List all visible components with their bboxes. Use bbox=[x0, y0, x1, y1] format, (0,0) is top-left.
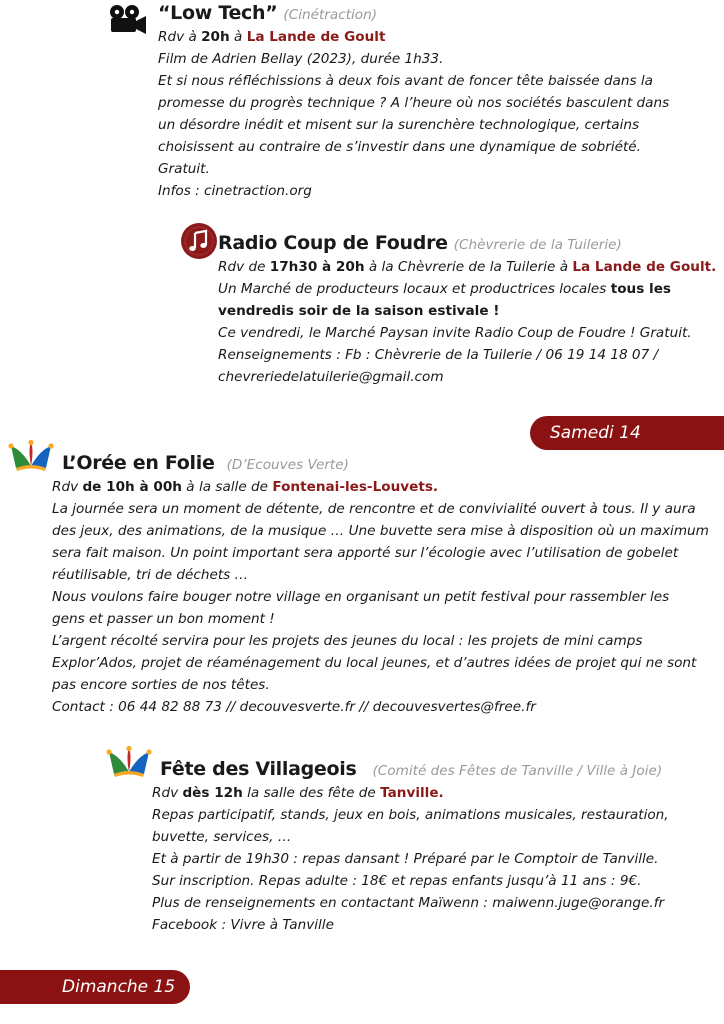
rdv-prefix: Rdv bbox=[152, 785, 183, 801]
event-line: L’argent récolté servira pour les projets des jeunes du local : les projets de mini camps bbox=[52, 633, 643, 649]
event-line: Ce vendredi, le Marché Paysan invite Radio Coup de Foudre ! Gratuit. bbox=[218, 325, 692, 341]
event-line: Plus de renseignements en contactant Maïwenn : maiwenn.juge@orange.fr bbox=[152, 895, 665, 911]
event-line: Repas participatif, stands, jeux en bois, animations musicales, restauration, bbox=[152, 807, 669, 823]
event-line: Et si nous réfléchissions à deux fois avant de foncer tête baissée dans la bbox=[158, 73, 654, 89]
rdv-place: La Lande de Goult. bbox=[572, 259, 717, 275]
event-line: choisissent au contraire de s’investir dans une dynamique de sobriété. bbox=[158, 139, 641, 155]
event-title-row bbox=[152, 758, 669, 782]
event-line: La journée sera un moment de détente, de rencontre et de convivialité ouvert à tous. Il y aura bbox=[52, 501, 696, 517]
event-line: des jeux, des animations, de la musique … Une buvette sera mise à disposition où un maximum bbox=[52, 523, 709, 539]
event-title: Fête des Villageois bbox=[160, 758, 357, 780]
event-title: Radio Coup de Foudre bbox=[218, 232, 448, 254]
event-line: sera fait maison. Un point important sera apporté sur l’écologie avec l’utilisation de gobelet bbox=[52, 545, 679, 561]
rdv-time: dès 12h bbox=[182, 785, 243, 801]
event-line: Gratuit. bbox=[158, 161, 210, 177]
rdv-place: Fontenai-les-Louvets. bbox=[272, 479, 439, 495]
rdv-mid: à bbox=[229, 29, 247, 45]
line-text: Un Marché de producteurs locaux et productrices locales bbox=[218, 281, 611, 297]
rdv-prefix: Rdv à bbox=[158, 29, 202, 45]
music-note-icon bbox=[180, 222, 218, 264]
rdv-mid: à la salle de bbox=[181, 479, 273, 495]
event-organizer: (Cinétraction) bbox=[283, 7, 378, 23]
event-title: “Low Tech” bbox=[158, 2, 278, 24]
day-banner-saturday: Samedi 14 bbox=[530, 416, 724, 450]
event-line: Sur inscription. Repas adulte : 18€ et repas enfants jusqu’à 11 ans : 9€. bbox=[152, 873, 642, 889]
event-line: pas encore sorties de nos têtes. bbox=[52, 677, 270, 693]
event-line bbox=[218, 278, 716, 300]
event-fete-des-villageois bbox=[152, 758, 669, 936]
event-rdv bbox=[218, 256, 716, 278]
event-line: Contact : 06 44 82 88 73 // decouvesverte.fr // decouvesvertes@free.fr bbox=[52, 699, 536, 715]
event-title: L’Orée en Folie bbox=[62, 452, 215, 474]
rdv-time: 17h30 à 20h bbox=[269, 259, 365, 275]
event-rdv bbox=[52, 476, 709, 498]
event-title-row bbox=[158, 2, 669, 26]
day-banner-sunday: Dimanche 15 bbox=[0, 970, 190, 1004]
event-line: Et à partir de 19h30 : repas dansant ! Préparé par le Comptoir de Tanville. bbox=[152, 851, 659, 867]
event-line: réutilisable, tri de déchets … bbox=[52, 567, 249, 583]
rdv-prefix: Rdv de bbox=[218, 259, 270, 275]
line-bold: vendredis soir de la saison estivale ! bbox=[218, 303, 500, 319]
rdv-prefix: Rdv bbox=[52, 479, 83, 495]
rdv-mid: la salle des fête de bbox=[242, 785, 381, 801]
event-line: Facebook : Vivre à Tanville bbox=[152, 917, 334, 933]
event-organizer: (Comité des Fêtes de Tanville / Ville à Joie) bbox=[372, 763, 663, 779]
event-line: gens et passer un bon moment ! bbox=[52, 611, 275, 627]
event-line: chevreriedelatuilerie@gmail.com bbox=[218, 369, 444, 385]
event-organizer: (D’Ecouves Verte) bbox=[226, 457, 349, 473]
event-line: un désordre inédit et misent sur la surenchère technologique, certains bbox=[158, 117, 640, 133]
event-line bbox=[218, 300, 716, 322]
film-projector-icon bbox=[108, 4, 148, 40]
event-low-tech bbox=[158, 2, 669, 202]
event-oree-en-folie bbox=[52, 452, 709, 718]
rdv-time: de 10h à 00h bbox=[82, 479, 182, 495]
line-bold: tous les bbox=[610, 281, 672, 297]
event-line: Renseignements : Fb : Chèvrerie de la Tuilerie / 06 19 14 18 07 / bbox=[218, 347, 659, 363]
event-radio-coup-de-foudre bbox=[218, 232, 716, 388]
rdv-mid: à la Chèvrerie de la Tuilerie à bbox=[364, 259, 573, 275]
rdv-time: 20h bbox=[201, 29, 230, 45]
rdv-place: La Lande de Goult bbox=[246, 29, 386, 45]
event-line: Film de Adrien Bellay (2023), durée 1h33. bbox=[158, 51, 444, 67]
event-organizer: (Chèvrerie de la Tuilerie) bbox=[453, 237, 622, 253]
event-line: Explor’Ados, projet de réaménagement du local jeunes, et d’autres idées de projet qui ne sont bbox=[52, 655, 697, 671]
event-rdv bbox=[152, 782, 669, 804]
event-line: buvette, services, … bbox=[152, 829, 292, 845]
event-line: Infos : cinetraction.org bbox=[158, 183, 312, 199]
jester-hat-icon bbox=[8, 440, 54, 476]
event-line: Nous voulons faire bouger notre village en organisant un petit festival pour rassembler les bbox=[52, 589, 670, 605]
event-rdv bbox=[158, 26, 669, 48]
event-line: promesse du progrès technique ? A l’heure où nos sociétés basculent dans bbox=[158, 95, 670, 111]
event-title-row bbox=[218, 232, 716, 256]
rdv-place: Tanville. bbox=[380, 785, 444, 801]
jester-hat-icon bbox=[106, 746, 152, 782]
event-title-row bbox=[52, 452, 709, 476]
